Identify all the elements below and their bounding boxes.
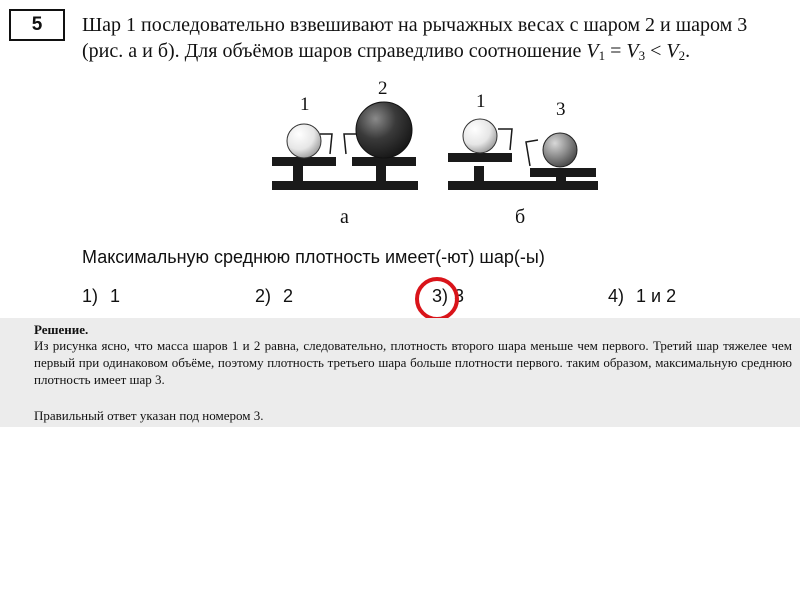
task-number: 5 xyxy=(31,14,43,35)
ball-3-b xyxy=(543,133,577,167)
balance-a-pointer-left xyxy=(320,134,332,154)
answer-option-4[interactable] xyxy=(608,286,676,307)
balance-a-post-right xyxy=(376,166,386,182)
ball-1-b xyxy=(463,119,497,153)
option-value: 3 xyxy=(454,286,465,306)
balance-b xyxy=(448,119,598,190)
balance-b-post-left xyxy=(474,166,484,182)
caption-a: а xyxy=(340,206,349,228)
answer-option-1[interactable] xyxy=(82,286,120,307)
option-value: 1 и 2 xyxy=(636,286,677,306)
ball-2-a xyxy=(356,102,412,158)
label-ball-1-b: 1 xyxy=(476,91,486,112)
balance-b-pan-right xyxy=(530,168,596,177)
solution-panel xyxy=(0,318,800,427)
balance-b-pointer-right xyxy=(526,140,538,166)
label-ball-2-a: 2 xyxy=(378,78,388,99)
solution-answer: Правильный ответ указан под номером 3. xyxy=(34,408,264,423)
task-statement xyxy=(82,12,788,64)
option-value: 1 xyxy=(110,286,121,306)
correct-answer-highlight-circle xyxy=(415,277,459,321)
volume-relation: $V_1 = V_3 < V_2$. xyxy=(586,40,691,63)
label-ball-3-b: 3 xyxy=(556,99,566,120)
task-text: Шар 1 последовательно взвешивают на рычажных весах с шаром 2 и шаром 3 (рис. а и б). Для объёмов шаров справедливо соотношение xyxy=(82,14,748,62)
balance-b-pan-left xyxy=(448,153,512,162)
option-number: 1) xyxy=(82,286,99,306)
option-value: 2 xyxy=(283,286,294,306)
label-ball-1-a: 1 xyxy=(300,94,310,115)
question-text: Максимальную среднюю плотность имеет(-ют) шар(-ы) xyxy=(82,247,545,267)
balance-illustration xyxy=(260,84,620,234)
balance-a xyxy=(272,102,418,190)
caption-b: б xyxy=(515,206,526,228)
balance-b-base xyxy=(448,181,598,190)
balance-a-base xyxy=(272,181,418,190)
option-number: 3) xyxy=(432,286,449,306)
balance-figure xyxy=(260,78,620,234)
balance-b-pointer-left xyxy=(498,129,512,150)
balance-a-pointer-right xyxy=(344,134,356,154)
task-number-box xyxy=(9,9,65,41)
solution-body: Из рисунка ясно, что масса шаров 1 и 2 равна, следовательно, плотность второго шара меньше чем первого. Третий шар тяжелее чем первый при одинаковом объёме, поэтому плотность третьего шара больше плотности первого. таким образом, максимальную среднюю плотность имеет шар 3. xyxy=(34,338,792,387)
answer-option-2[interactable] xyxy=(255,286,293,307)
option-number: 2) xyxy=(255,286,272,306)
balance-a-post-left xyxy=(293,166,303,182)
option-number: 4) xyxy=(608,286,625,306)
solution-title: Решение. xyxy=(34,322,89,337)
ball-1-a xyxy=(287,124,321,158)
